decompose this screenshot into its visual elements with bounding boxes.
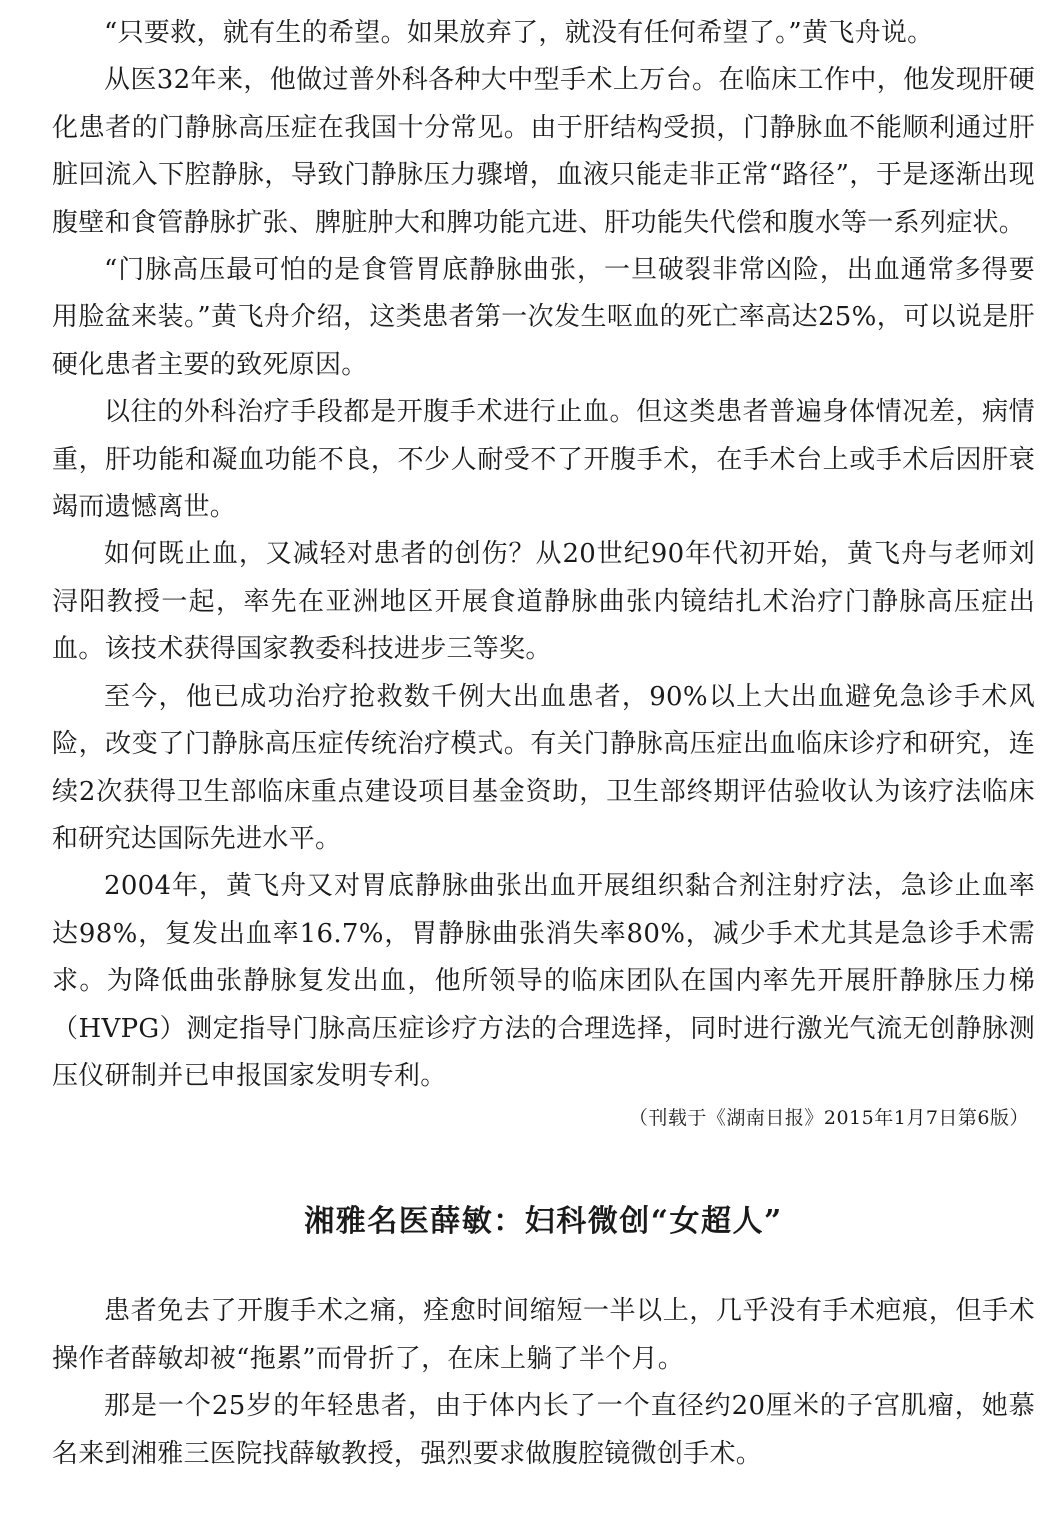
article1-paragraph-2: 从医32年来，他做过普外科各种大中型手术上万台。在临床工作中，他发现肝硬化患者的门静脉高压症在我国十分常见。由于肝结构受损，门静脉血不能顺利通过肝脏回流入下腔静脉，导致门静脉压力骤增，血液只能走非正常“路径”，于是逐渐出现腹壁和食管静脉扩张、脾脏肿大和脾功能亢进、肝功能失代偿和腹水等一系列症状。 [52,65,1035,238]
article1-paragraph-1: “只要救，就有生的希望。如果放弃了，就没有任何希望了。”黄飞舟说。 [104,18,934,48]
article2-title: 湘雅名医薛敏：妇科微创“女超人” [304,1204,783,1240]
article1-paragraph-6: 至今，他已成功治疗抢救数千例大出血患者，90%以上大出血避免急诊手术风险，改变了门静脉高压症传统治疗模式。有关门静脉高压症出血临床诊疗和研究，连续2次获得卫生部临床重点建设项目基金资助，卫生部终期评估验收认为该疗法临床和研究达国际先进水平。 [52,681,1035,854]
title-spacer [52,1248,1035,1288]
article1-paragraph-5: 如何既止血，又减轻对患者的创伤？从20世纪90年代初开始，黄飞舟与老师刘浔阳教授一起，率先在亚洲地区开展食道静脉曲张内镜结扎术治疗门静脉高压症出血。该技术获得国家教委科技进步三等奖。 [52,539,1035,665]
document-page [52,10,1035,1478]
article1-paragraph-7: 2004年，黄飞舟又对胃底静脉曲张出血开展组织黏合剂注射疗法，急诊止血率达98%，复发出血率16.7%，胃静脉曲张消失率80%，减少手术尤其是急诊手术需求。为降低曲张静脉复发出血，他所领导的临床团队在国内率先开展肝静脉压力梯（HVPG）测定指导门脉高压症诊疗方法的合理选择，同时进行激光气流无创静脉测压仪研制并已申报国家发明专利。 [52,871,1035,1091]
article1-paragraph-4: 以往的外科治疗手段都是开腹手术进行止血。但这类患者普遍身体情况差，病情重，肝功能和凝血功能不良，不少人耐受不了开腹手术，在手术台上或手术后因肝衰竭而遗憾离世。 [52,397,1035,523]
article2-paragraph-1: 患者免去了开腹手术之痛，痊愈时间缩短一半以上，几乎没有手术疤痕，但手术操作者薛敏却被“拖累”而骨折了，在床上躺了半个月。 [52,1296,1035,1374]
article1-source-note: （刊载于《湖南日报》2015年1月7日第6版） [628,1107,1029,1130]
article1-paragraph-3: “门脉高压最可怕的是食管胃底静脉曲张，一旦破裂非常凶险，出血通常多得要用脸盆来装。”黄飞舟介绍，这类患者第一次发生呕血的死亡率高达25%，可以说是肝硬化患者主要的致死原因。 [52,255,1035,380]
article2-paragraph-2: 那是一个25岁的年轻患者，由于体内长了一个直径约20厘米的子宫肌瘤，她慕名来到湘雅三医院找薛敏教授，强烈要求做腹腔镜微创手术。 [52,1391,1035,1469]
